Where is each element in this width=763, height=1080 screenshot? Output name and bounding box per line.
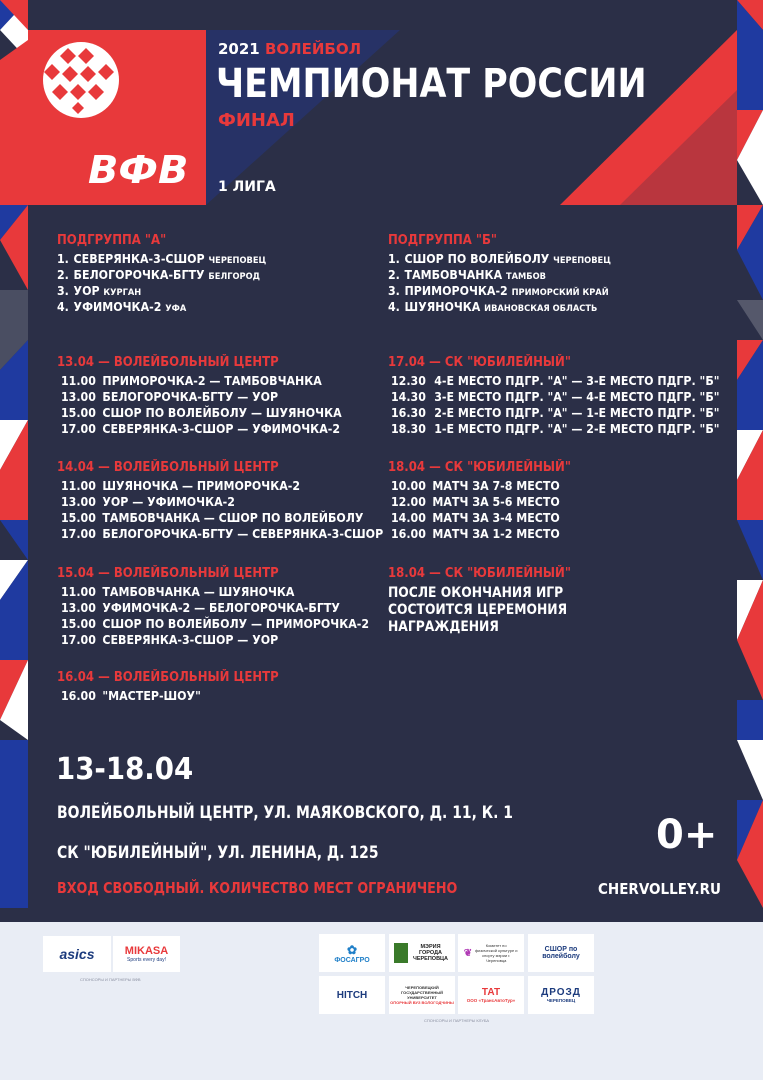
ceremony-line: НАГРАЖДЕНИЯ xyxy=(388,619,499,635)
team-row: 1. СШОР ПО ВОЛЕЙБОЛУ ЧЕРЕПОВЕЦ xyxy=(388,252,611,266)
ceremony-line: СОСТОИТСЯ ЦЕРЕМОНИЯ xyxy=(388,602,568,618)
match-row: 10.00 МАТЧ ЗА 7-8 МЕСТО xyxy=(391,479,560,493)
match-row: 13.00 УОР — УФИМОЧКА-2 xyxy=(61,495,235,509)
day-title: 17.04 — СК "ЮБИЛЕЙНЫЙ" xyxy=(388,355,571,370)
team-row: 2. ТАМБОВЧАНКА ТАМБОВ xyxy=(388,268,546,282)
match-row: 14.30 3-Е МЕСТО ПДГР. "А" — 4-Е МЕСТО ПДГР. "Б" xyxy=(391,390,720,404)
match-row: 11.00 ТАМБОВЧАНКА — ШУЯНОЧКА xyxy=(61,585,295,599)
vfv-sponsors-caption: СПОНСОРЫ И ПАРТНЕРЫ ВФВ xyxy=(80,977,141,982)
header-year: 2021 xyxy=(218,40,260,58)
website-link[interactable]: CHERVOLLEY.RU xyxy=(598,880,721,898)
match-row: 12.00 МАТЧ ЗА 5-6 МЕСТО xyxy=(391,495,560,509)
ceremony xyxy=(388,566,592,636)
mikasa-logo: MIKASA Sports every day! xyxy=(113,936,180,972)
day-title: 13.04 — ВОЛЕЙБОЛЬНЫЙ ЦЕНТР xyxy=(57,355,279,370)
asics-logo: asics xyxy=(43,936,111,972)
page-title: ЧЕМПИОНАТ РОССИИ xyxy=(216,61,647,107)
day-18-04 xyxy=(388,460,591,542)
group-a xyxy=(57,233,284,315)
day-title: 15.04 — ВОЛЕЙБОЛЬНЫЙ ЦЕНТР xyxy=(57,566,279,581)
entry-note: ВХОД СВОБОДНЫЙ. КОЛИЧЕСТВО МЕСТ ОГРАНИЧЕНО xyxy=(57,879,458,897)
meriya-logo: МЭРИЯ ГОРОДА ЧЕРЕПОВЦА xyxy=(389,934,455,972)
match-row: 16.30 2-Е МЕСТО ПДГР. "А" — 1-Е МЕСТО ПДГР. "Б" xyxy=(391,406,720,420)
team-row: 3. ПРИМОРОЧКА-2 ПРИМОРСКИЙ КРАЙ xyxy=(388,284,609,298)
header-stage: ФИНАЛ xyxy=(218,110,295,131)
match-row: 13.00 БЕЛОГОРОЧКА-БГТУ — УОР xyxy=(61,390,279,404)
group-b-team-list xyxy=(388,251,630,315)
day-16-04 xyxy=(57,670,303,704)
ceremony-line: ПОСЛЕ ОКОНЧАНИЯ ИГР xyxy=(388,585,564,601)
hitch-logo: HITCH xyxy=(319,976,385,1014)
sshor-logo: СШОР по волейболу xyxy=(528,934,594,972)
match-row: 11.00 ПРИМОРОЧКА-2 — ТАМБОВЧАНКА xyxy=(61,374,322,388)
match-row: 16.00 МАТЧ ЗА 1-2 МЕСТО xyxy=(391,527,560,541)
match-row: 13.00 УФИМОЧКА-2 — БЕЛОГОРОЧКА-БГТУ xyxy=(61,601,340,615)
match-row: 17.00 БЕЛОГОРОЧКА-БГТУ — СЕВЕРЯНКА-3-СШОР xyxy=(61,527,384,541)
team-row: 4. ШУЯНОЧКА ИВАНОВСКАЯ ОБЛАСТЬ xyxy=(388,300,598,314)
phosagro-logo: ✿ ФОСАГРО xyxy=(319,934,385,972)
day-15-04 xyxy=(57,566,396,648)
match-row: 18.30 1-Е МЕСТО ПДГР. "А" — 2-Е МЕСТО ПДГР. "Б" xyxy=(391,422,720,436)
team-row: 4. УФИМОЧКА-2 УФА xyxy=(57,300,187,314)
group-a-team-list xyxy=(57,251,284,315)
match-row: 16.00 "МАСТЕР-ШОУ" xyxy=(61,689,201,703)
vfv-logo-text: ВФВ xyxy=(88,148,189,192)
match-row: 12.30 4-Е МЕСТО ПДГР. "А" — 3-Е МЕСТО ПДГР. "Б" xyxy=(391,374,720,388)
sport-committee-logo: ❦ Комитет по физической культуре и спорту мэрии г. Череповца xyxy=(458,934,524,972)
group-a-title: ПОДГРУППА "А" xyxy=(57,233,167,248)
day-title: 14.04 — ВОЛЕЙБОЛЬНЫЙ ЦЕНТР xyxy=(57,460,279,475)
day-title: 16.04 — ВОЛЕЙБОЛЬНЫЙ ЦЕНТР xyxy=(57,670,279,685)
match-row: 15.00 СШОР ПО ВОЛЕЙБОЛУ — ПРИМОРОЧКА-2 xyxy=(61,617,370,631)
day-title: 18.04 — СК "ЮБИЛЕЙНЫЙ" xyxy=(388,460,571,475)
team-row: 2. БЕЛОГОРОЧКА-БГТУ БЕЛГОРОД xyxy=(57,268,261,282)
header-year-line xyxy=(218,40,361,58)
day-14-04 xyxy=(57,460,411,542)
match-row: 17.00 СЕВЕРЯНКА-3-СШОР — УФИМОЧКА-2 xyxy=(61,422,341,436)
venue-1: ВОЛЕЙБОЛЬНЫЙ ЦЕНТР, УЛ. МАЯКОВСКОГО, Д. 11, К. 1 xyxy=(57,803,514,823)
event-dates: 13-18.04 xyxy=(56,752,194,787)
drozd-logo: ДРОЗД ЧЕРЕПОВЕЦ xyxy=(528,976,594,1014)
university-logo: ЧЕРЕПОВЕЦКИЙ ГОСУДАРСТВЕННЫЙ УНИВЕРСИТЕТ ОПОРНЫЙ ВУЗ ВОЛОГОДЧИНЫ xyxy=(389,976,455,1014)
sponsors-section xyxy=(0,922,763,1080)
header-league: 1 ЛИГА xyxy=(218,179,276,195)
day-13-04 xyxy=(57,355,366,437)
group-b-title: ПОДГРУППА "Б" xyxy=(388,233,498,248)
venue-2: СК "ЮБИЛЕЙНЫЙ", УЛ. ЛЕНИНА, Д. 125 xyxy=(57,843,379,863)
team-row: 3. УОР КУРГАН xyxy=(57,284,142,298)
vfv-logo xyxy=(28,30,206,205)
match-row: 14.00 МАТЧ ЗА 3-4 МЕСТО xyxy=(391,511,560,525)
match-row: 11.00 ШУЯНОЧКА — ПРИМОРОЧКА-2 xyxy=(61,479,301,493)
match-row: 17.00 СЕВЕРЯНКА-3-СШОР — УОР xyxy=(61,633,279,647)
group-b xyxy=(388,233,630,315)
match-row: 15.00 СШОР ПО ВОЛЕЙБОЛУ — ШУЯНОЧКА xyxy=(61,406,342,420)
match-row: 15.00 ТАМБОВЧАНКА — СШОР ПО ВОЛЕЙБОЛУ xyxy=(61,511,364,525)
transavtotur-logo: ТАТ ООО «ТрансАвтоТур» xyxy=(458,976,524,1014)
ceremony-title: 18.04 — СК "ЮБИЛЕЙНЫЙ" xyxy=(388,566,571,581)
day-17-04 xyxy=(388,355,748,437)
header-sport: ВОЛЕЙБОЛ xyxy=(264,40,362,58)
club-sponsors-caption: СПОНСОРЫ И ПАРТНЕРЫ КЛУБА xyxy=(424,1018,490,1023)
team-row: 1. СЕВЕРЯНКА-3-СШОР ЧЕРЕПОВЕЦ xyxy=(57,252,267,266)
age-rating: 0+ xyxy=(656,812,718,858)
